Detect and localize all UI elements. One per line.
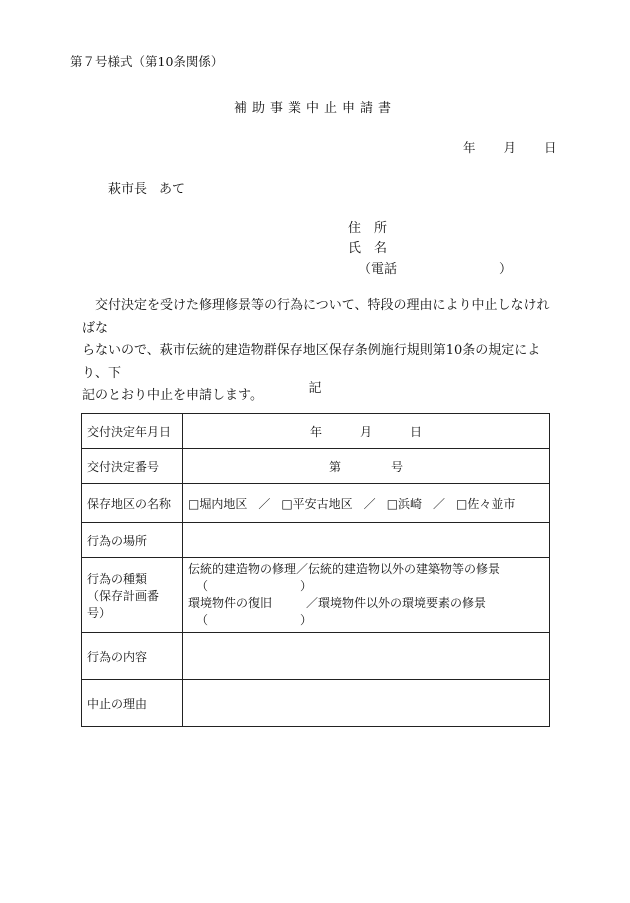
grant-date-label: 交付決定年月日 (82, 414, 183, 449)
district-checkbox-horiuchi[interactable]: □堀内地区 (188, 496, 248, 511)
grant-date-field[interactable] (183, 414, 550, 449)
paren-open: （ (196, 579, 209, 593)
applicant-phone (358, 258, 513, 277)
application-table (81, 413, 550, 727)
paren-close: ） (300, 613, 313, 627)
district-label: 保存地区の名称 (82, 484, 183, 523)
grant-number-suffix: 号 (391, 459, 404, 474)
table-row (82, 414, 550, 449)
kind-environment-restore: 環境物件の復旧 (188, 596, 273, 610)
form-number: 第７号様式（第10条関係） (70, 54, 224, 69)
recipient (108, 178, 185, 197)
reason-label: 中止の理由 (82, 680, 183, 727)
kind-option-traditional: 伝統的建造物の修理／伝統的建造物以外の建築物等の修景 (188, 562, 501, 576)
kind-environment-landscape: ／環境物件以外の環境要素の修景 (306, 596, 487, 610)
content-label: 行為の内容 (82, 633, 183, 680)
district-options (183, 484, 550, 523)
phone-close-paren: ） (499, 262, 513, 277)
table-row (82, 680, 550, 727)
ki-heading: 記 (308, 381, 322, 396)
district-separator: ／ (258, 496, 271, 511)
date-year-label: 年 (463, 140, 476, 155)
district-separator: ／ (363, 496, 376, 511)
applicant-name-label: 氏 名 (348, 241, 388, 256)
table-row (82, 558, 550, 633)
applicant-address-label: 住 所 (348, 221, 388, 236)
grant-day-label: 日 (410, 424, 423, 439)
recipient-name: 萩市長 (108, 182, 148, 197)
location-label: 行為の場所 (82, 523, 183, 558)
kind-label (82, 558, 183, 633)
content-field[interactable] (183, 633, 550, 680)
document-title: 補助事業中止申請書 (233, 101, 396, 116)
kind-field[interactable] (183, 558, 550, 633)
date-month-label: 月 (503, 140, 517, 155)
application-date (463, 138, 557, 156)
statement-line: 記のとおり中止を申請します。 (82, 388, 263, 403)
kind-plan-number-2 (188, 612, 544, 629)
district-checkbox-hiyako[interactable]: □平安古地区 (281, 496, 353, 511)
statement-line: 交付決定を受けた修理修景等の行為について、特段の理由により中止しなければな (82, 298, 550, 336)
district-checkbox-hamasaki[interactable]: □浜崎 (386, 496, 423, 511)
grant-month-label: 月 (359, 424, 372, 439)
grant-number-label: 交付決定番号 (82, 449, 183, 484)
location-field[interactable] (183, 523, 550, 558)
kind-label-line: 行為の種類 (87, 571, 148, 586)
paren-close: ） (300, 579, 313, 593)
grant-number-prefix: 第 (328, 459, 341, 474)
kind-plan-number-1 (188, 578, 544, 595)
kind-option-environment (188, 595, 544, 612)
paren-open: （ (196, 613, 209, 627)
statement-line: らないので、萩市伝統的建造物群保存地区保存条例施行規則第10条の規定により、下 (82, 343, 541, 381)
table-row (82, 449, 550, 484)
district-separator: ／ (433, 496, 446, 511)
grant-number-field[interactable] (183, 449, 550, 484)
grant-year-label: 年 (309, 424, 322, 439)
recipient-suffix: あて (159, 182, 186, 197)
district-checkbox-sasanami[interactable]: □佐々並市 (456, 496, 516, 511)
table-row (82, 523, 550, 558)
reason-field[interactable] (183, 680, 550, 727)
date-day-label: 日 (544, 140, 557, 155)
table-row (82, 633, 550, 680)
phone-label: （電話 (358, 262, 398, 277)
kind-label-sub: （保存計画番号） (87, 588, 160, 620)
table-row (82, 484, 550, 523)
